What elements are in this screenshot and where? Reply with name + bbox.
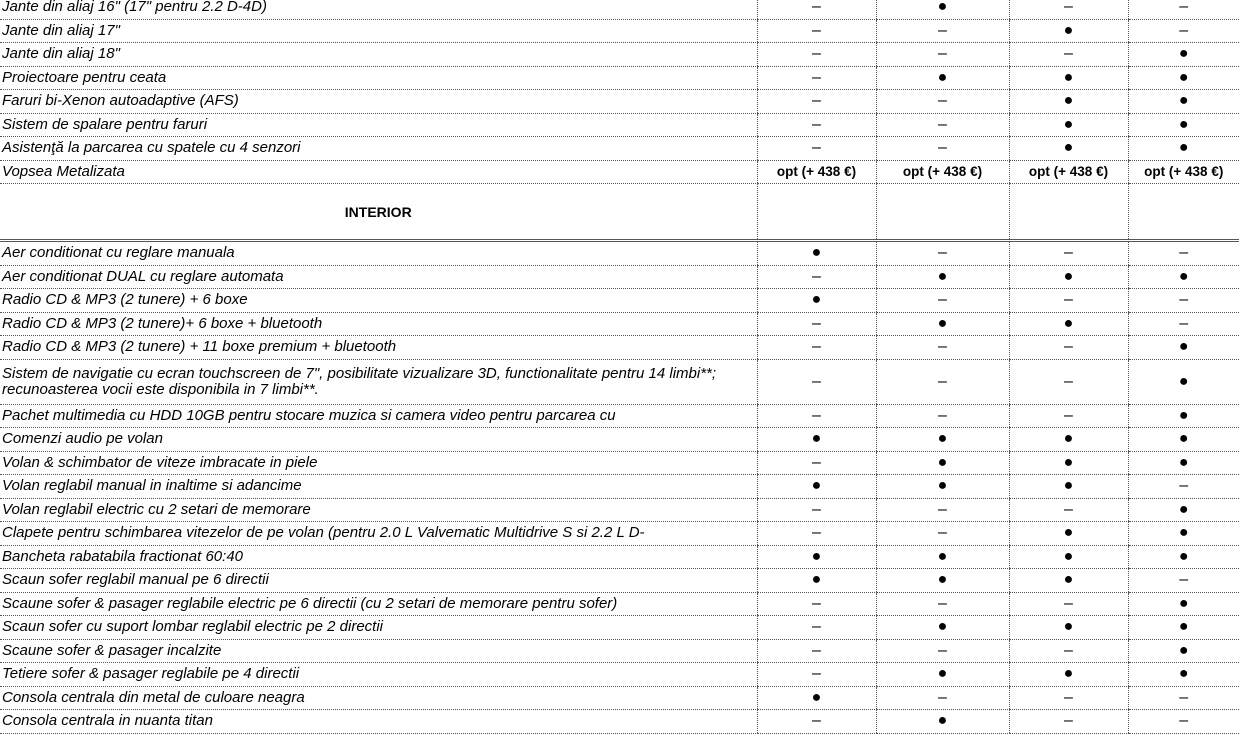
feature-label: Consola centrala in nuanta titan — [0, 710, 757, 734]
trim-value-4: opt (+ 438 €) — [1128, 160, 1239, 184]
trim-value-2: – — [876, 241, 1009, 266]
trim-value-3: – — [1009, 404, 1128, 428]
trim-value-4: – — [1128, 19, 1239, 43]
feature-label: Sistem de navigatie cu ecran touchscreen de 7", posibilitate vizualizare 3D, functionalitate pentru 14 limbi**; recunoasterea vocii este disponibila in 7 limbi**. — [0, 359, 757, 404]
trim-value-3: – — [1009, 639, 1128, 663]
table-row — [0, 710, 1239, 734]
trim-value-1: – — [757, 404, 876, 428]
trim-value-1: – — [757, 592, 876, 616]
table-row — [0, 241, 1239, 266]
feature-label: Sistem de spalare pentru faruri — [0, 113, 757, 137]
trim-value-3: ● — [1009, 265, 1128, 289]
feature-label: Aer conditionat DUAL cu reglare automata — [0, 265, 757, 289]
trim-value-2: ● — [876, 265, 1009, 289]
feature-label: Scaun sofer cu suport lombar reglabil electric pe 2 directii — [0, 616, 757, 640]
trim-value-3: – — [1009, 43, 1128, 67]
feature-label: Aer conditionat cu reglare manuala — [0, 241, 757, 266]
table-row — [0, 43, 1239, 67]
trim-value-3: ● — [1009, 113, 1128, 137]
trim-value-4: ● — [1128, 498, 1239, 522]
trim-value-1: ● — [757, 428, 876, 452]
trim-value-2: – — [876, 137, 1009, 161]
trim-value-1: ● — [757, 686, 876, 710]
trim-value-2: ● — [876, 475, 1009, 499]
trim-value-1: – — [757, 359, 876, 404]
feature-label: Clapete pentru schimbarea vitezelor de pe volan (pentru 2.0 L Valvematic Multidrive S si 2.2 L D- — [0, 522, 757, 546]
section-header-row — [0, 184, 1239, 241]
trim-value-3: – — [1009, 686, 1128, 710]
table-row — [0, 312, 1239, 336]
trim-value-4: ● — [1128, 592, 1239, 616]
trim-value-1: ● — [757, 475, 876, 499]
trim-value-1: – — [757, 265, 876, 289]
trim-value-3: ● — [1009, 522, 1128, 546]
trim-value-2: – — [876, 113, 1009, 137]
feature-label: Jante din aliaj 18" — [0, 43, 757, 67]
exterior-rows — [0, 0, 1239, 184]
trim-value-3: ● — [1009, 451, 1128, 475]
table-row — [0, 498, 1239, 522]
trim-value-2: opt (+ 438 €) — [876, 160, 1009, 184]
trim-value-3: – — [1009, 0, 1128, 19]
trim-value-4: ● — [1128, 404, 1239, 428]
trim-value-3: ● — [1009, 137, 1128, 161]
trim-value-3: ● — [1009, 66, 1128, 90]
trim-value-4: ● — [1128, 90, 1239, 114]
trim-value-1: ● — [757, 545, 876, 569]
trim-value-4: – — [1128, 686, 1239, 710]
trim-value-2: – — [876, 404, 1009, 428]
trim-value-2: ● — [876, 569, 1009, 593]
trim-value-4: ● — [1128, 451, 1239, 475]
trim-value-3: – — [1009, 241, 1128, 266]
trim-value-1: – — [757, 710, 876, 734]
feature-label: Tetiere sofer & pasager reglabile pe 4 directii — [0, 663, 757, 687]
table-row — [0, 265, 1239, 289]
trim-value-2: – — [876, 336, 1009, 360]
table-row — [0, 0, 1239, 19]
feature-label: Asistenţă la parcarea cu spatele cu 4 senzori — [0, 137, 757, 161]
table-row — [0, 616, 1239, 640]
interior-section — [0, 184, 1239, 241]
trim-value-4: ● — [1128, 66, 1239, 90]
feature-label: Volan reglabil electric cu 2 setari de memorare — [0, 498, 757, 522]
trim-value-4: ● — [1128, 522, 1239, 546]
trim-value-3: – — [1009, 289, 1128, 313]
table-row — [0, 90, 1239, 114]
feature-label: Proiectoare pentru ceata — [0, 66, 757, 90]
trim-value-2: – — [876, 289, 1009, 313]
trim-value-2: ● — [876, 710, 1009, 734]
table-row — [0, 66, 1239, 90]
trim-value-1: – — [757, 522, 876, 546]
feature-label: Radio CD & MP3 (2 tunere)+ 6 boxe + bluetooth — [0, 312, 757, 336]
trim-value-3: – — [1009, 592, 1128, 616]
trim-value-1: – — [757, 90, 876, 114]
trim-value-2: – — [876, 498, 1009, 522]
table-row — [0, 113, 1239, 137]
feature-label: Jante din aliaj 16" (17" pentru 2.2 D-4D) — [0, 0, 757, 19]
trim-value-4: – — [1128, 710, 1239, 734]
trim-value-4: – — [1128, 0, 1239, 19]
table-row — [0, 545, 1239, 569]
trim-value-1: ● — [757, 569, 876, 593]
trim-value-1: – — [757, 137, 876, 161]
table-row — [0, 19, 1239, 43]
trim-value-1: – — [757, 639, 876, 663]
trim-value-3: ● — [1009, 545, 1128, 569]
trim-value-1: – — [757, 19, 876, 43]
trim-value-2: – — [876, 19, 1009, 43]
trim-value-1: – — [757, 616, 876, 640]
section-title: INTERIOR — [0, 184, 757, 241]
trim-value-4: ● — [1128, 265, 1239, 289]
feature-label: Volan & schimbator de viteze imbracate in piele — [0, 451, 757, 475]
trim-value-4: ● — [1128, 639, 1239, 663]
trim-value-1: – — [757, 336, 876, 360]
trim-value-1: – — [757, 498, 876, 522]
trim-value-4: ● — [1128, 359, 1239, 404]
trim-value-1: – — [757, 663, 876, 687]
trim-value-2: – — [876, 43, 1009, 67]
trim-value-1: – — [757, 66, 876, 90]
trim-value-2: ● — [876, 545, 1009, 569]
trim-value-2: – — [876, 686, 1009, 710]
trim-value-3: ● — [1009, 19, 1128, 43]
trim-value-2: – — [876, 359, 1009, 404]
table-row — [0, 289, 1239, 313]
trim-value-3: ● — [1009, 90, 1128, 114]
feature-label: Scaune sofer & pasager reglabile electric pe 6 directii (cu 2 setari de memorare pentru sofer) — [0, 592, 757, 616]
trim-value-2: – — [876, 639, 1009, 663]
trim-value-3: ● — [1009, 569, 1128, 593]
trim-value-1: – — [757, 43, 876, 67]
feature-label: Scaun sofer reglabil manual pe 6 directii — [0, 569, 757, 593]
trim-value-4: – — [1128, 569, 1239, 593]
trim-value-3: – — [1009, 498, 1128, 522]
trim-value-4: – — [1128, 312, 1239, 336]
trim-value-3: – — [1009, 710, 1128, 734]
feature-label: Scaune sofer & pasager incalzite — [0, 639, 757, 663]
trim-value-1: ● — [757, 241, 876, 266]
trim-value-4: ● — [1128, 43, 1239, 67]
trim-value-1: – — [757, 312, 876, 336]
feature-label: Faruri bi-Xenon autoadaptive (AFS) — [0, 90, 757, 114]
trim-value-4: ● — [1128, 616, 1239, 640]
feature-label: Jante din aliaj 17" — [0, 19, 757, 43]
table-row — [0, 663, 1239, 687]
trim-value-1: opt (+ 438 €) — [757, 160, 876, 184]
table-row — [0, 522, 1239, 546]
trim-value-2: – — [876, 522, 1009, 546]
table-row — [0, 428, 1239, 452]
trim-value-1: – — [757, 451, 876, 475]
trim-value-4: – — [1128, 289, 1239, 313]
trim-value-2: – — [876, 592, 1009, 616]
table-row — [0, 160, 1239, 184]
trim-value-1: ● — [757, 289, 876, 313]
trim-value-3: opt (+ 438 €) — [1009, 160, 1128, 184]
table-row — [0, 336, 1239, 360]
table-row — [0, 639, 1239, 663]
feature-label: Volan reglabil manual in inaltime si adancime — [0, 475, 757, 499]
trim-value-3: ● — [1009, 428, 1128, 452]
trim-value-4: ● — [1128, 663, 1239, 687]
trim-value-4: ● — [1128, 336, 1239, 360]
feature-label: Comenzi audio pe volan — [0, 428, 757, 452]
trim-value-4: ● — [1128, 113, 1239, 137]
table-row — [0, 451, 1239, 475]
trim-value-3: – — [1009, 359, 1128, 404]
trim-value-3: ● — [1009, 663, 1128, 687]
trim-value-2: – — [876, 90, 1009, 114]
interior-rows — [0, 241, 1239, 734]
trim-value-2: ● — [876, 428, 1009, 452]
feature-label: Pachet multimedia cu HDD 10GB pentru stocare muzica si camera video pentru parcarea cu — [0, 404, 757, 428]
table-row — [0, 359, 1239, 404]
table-row — [0, 475, 1239, 499]
trim-value-2: ● — [876, 0, 1009, 19]
trim-value-1: – — [757, 113, 876, 137]
table-row — [0, 404, 1239, 428]
trim-value-3: ● — [1009, 616, 1128, 640]
trim-value-4: – — [1128, 241, 1239, 266]
trim-value-4: – — [1128, 475, 1239, 499]
feature-label: Bancheta rabatabila fractionat 60:40 — [0, 545, 757, 569]
trim-value-1: – — [757, 0, 876, 19]
table-row — [0, 592, 1239, 616]
feature-label: Vopsea Metalizata — [0, 160, 757, 184]
trim-value-2: ● — [876, 616, 1009, 640]
trim-value-3: – — [1009, 336, 1128, 360]
feature-label: Radio CD & MP3 (2 tunere) + 6 boxe — [0, 289, 757, 313]
trim-value-2: ● — [876, 663, 1009, 687]
trim-value-4: ● — [1128, 137, 1239, 161]
table-row — [0, 137, 1239, 161]
trim-value-2: ● — [876, 451, 1009, 475]
trim-value-4: ● — [1128, 428, 1239, 452]
feature-label: Consola centrala din metal de culoare neagra — [0, 686, 757, 710]
trim-value-4: ● — [1128, 545, 1239, 569]
trim-value-2: ● — [876, 66, 1009, 90]
feature-label: Radio CD & MP3 (2 tunere) + 11 boxe premium + bluetooth — [0, 336, 757, 360]
table-row — [0, 686, 1239, 710]
trim-value-3: ● — [1009, 312, 1128, 336]
trim-value-2: ● — [876, 312, 1009, 336]
table-row — [0, 569, 1239, 593]
trim-value-3: ● — [1009, 475, 1128, 499]
